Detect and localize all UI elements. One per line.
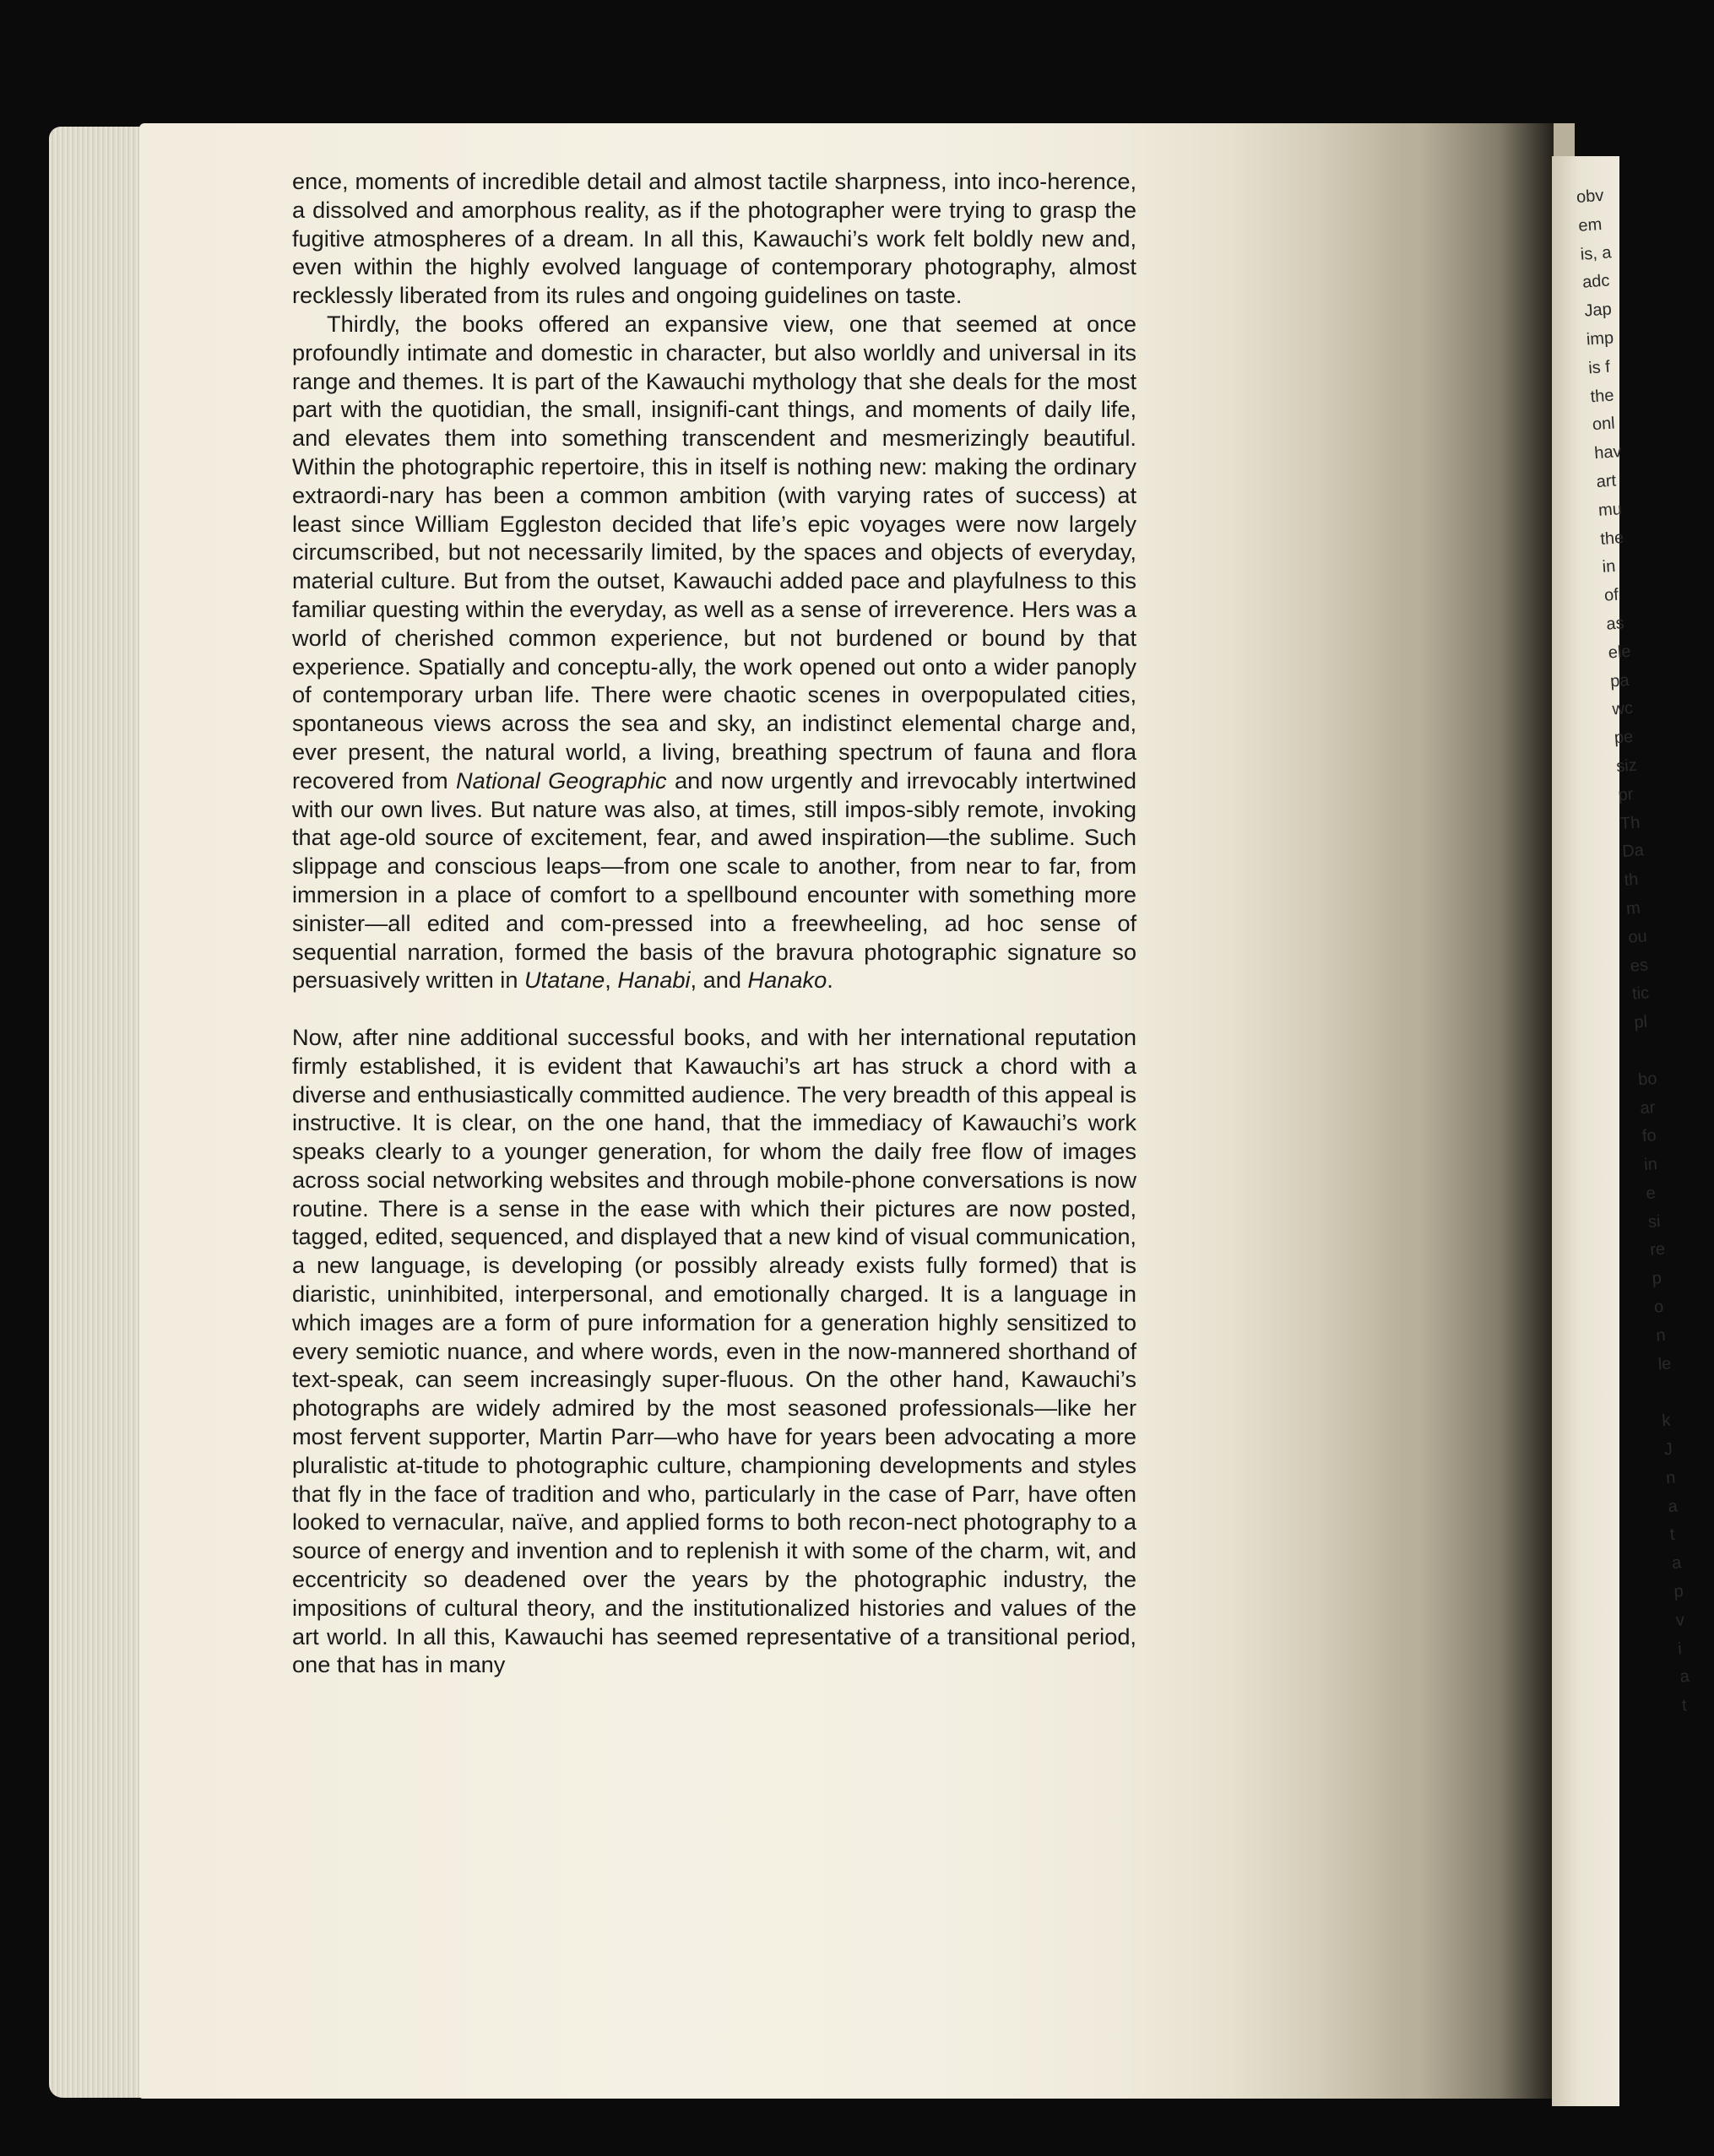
book-gutter-shadow — [1418, 123, 1554, 2099]
facing-page-line: o — [1653, 1297, 1664, 1317]
facing-page-line: siz — [1615, 756, 1638, 777]
facing-page-line: pr — [1617, 784, 1635, 804]
facing-page-line: Th — [1619, 813, 1641, 833]
facing-page-line: in — [1643, 1155, 1658, 1175]
facing-page-line: onl — [1592, 414, 1616, 435]
facing-page-line: le — [1657, 1354, 1673, 1374]
facing-page-line: the — [1589, 386, 1615, 406]
facing-page-line: ar — [1639, 1097, 1657, 1118]
facing-page-line: as — [1605, 614, 1625, 634]
facing-page-line: t — [1681, 1696, 1688, 1715]
facing-page-line: t — [1669, 1525, 1676, 1545]
facing-page-line: p — [1651, 1269, 1662, 1289]
facing-page-line: pa — [1609, 670, 1630, 691]
paragraph-1 — [292, 167, 1136, 310]
facing-page-line: art — [1595, 471, 1617, 492]
facing-page-line: e — [1645, 1184, 1657, 1203]
text-run: ence, moments of incredible detail and almost tactile sharpness, into inco-herence, a dissolved and amorphous reality, as if the photographer were trying to grasp the fugitive atmospheres of a dream. In all this, Kawauchi’s work felt boldly new and, even within the highly evolved language of contemporary photography, almost recklessly liberated from its rules and ongoing guidelines on taste. — [292, 168, 1136, 309]
facing-page-line: a — [1679, 1667, 1690, 1687]
facing-page-line: obv — [1576, 186, 1605, 207]
facing-page-line: ou — [1627, 927, 1648, 947]
facing-page-line: p — [1673, 1582, 1684, 1601]
italic-title: National Geographic — [455, 767, 667, 794]
facing-page-line: fo — [1641, 1126, 1657, 1146]
facing-page-line: J — [1663, 1439, 1673, 1460]
book-page-edges — [49, 127, 150, 2098]
facing-page-line: n — [1655, 1325, 1667, 1346]
facing-page-line: tic — [1631, 983, 1650, 1004]
body-text — [292, 167, 1136, 1679]
facing-page-line: mu — [1597, 499, 1623, 520]
facing-page-line: ele — [1608, 642, 1632, 663]
facing-page-line: a — [1671, 1553, 1683, 1574]
italic-title: Hanabi — [617, 967, 691, 994]
facing-page-line: in — [1601, 557, 1617, 577]
text-run: Now, after nine additional successful books, and with her international reputation firmly established, it is evident that Kawauchi’s art has struck a chord with a diverse and enthusiastically committed audience. The very breadth of this appeal is instructive. It is clear, on the one hand, that the immediacy of Kawauchi’s work speaks clearly to a younger generation, for whom the daily free flow of images across social networking websites and through mobile-phone conversations is now routine. There is a sense in the ease with which their pictures are now posted, tagged, edited, sequenced, and displayed that a new kind of visual communication, a new language, is developing (or possibly already exists fully formed) that is diaristic, uninhibited, interpersonal, and emotionally charged. It is a language in which images are a form of pure information for a generation highly sensitized to every semiotic nuance, and where words, even in the now-mannered shorthand of text-speak, can seem increasingly super-fluous. On the other hand, Kawauchi’s photographs are widely admired by the most seasoned professionals—like her most fervent supporter, Martin Parr—who have for years been advocating a more pluralistic at-titude to photographic culture, championing developments and styles that fly in the face of tradition and who, particularly in the case of Parr, have often looked to vernacular, naïve, and applied forms to both recon-nect photography to a source of energy and invention and to replenish it with some of the charm, wit, and eccentricity so deadened over the years by the photographic industry, the impositions of cultural theory, and the institutionalized histories and values of the art world. In all this, Kawauchi has seemed representative of a transitional period, one that has in many — [292, 1023, 1136, 1678]
text-run: and now urgently and irrevocably intertwined with our own lives. But nature was also, at times, still impos-sibly remote, invoking that age-old source of excitement, fear, and awed inspiration—the sublime. Such slippage and conscious leaps—from one scale to another, from near to far, from immersion in a place of comfort to a spellbound encounter with something more sinister—all edited and com-pressed into a freewheeling, ad hoc sense of sequential narration, formed the basis of the bravura photographic signature so persuasively written in — [292, 767, 1136, 994]
facing-page-line: of — [1603, 585, 1619, 605]
facing-page-line: si — [1647, 1211, 1662, 1232]
facing-page-line: pe — [1614, 728, 1634, 748]
facing-page-line: Da — [1621, 841, 1645, 862]
facing-page-line: bo — [1637, 1069, 1658, 1090]
facing-page-line: Jap — [1583, 300, 1613, 321]
facing-page-line — [1635, 1036, 1663, 1066]
facing-page-line: a — [1667, 1497, 1679, 1516]
facing-page-line: k — [1661, 1411, 1672, 1431]
facing-page-line: hav — [1593, 442, 1623, 463]
italic-title: Utatane — [524, 967, 605, 994]
facing-page-line: the — [1599, 528, 1625, 549]
text-run: , and — [690, 967, 748, 994]
paragraph-3 — [292, 1023, 1136, 1679]
facing-page-line — [1659, 1378, 1687, 1408]
facing-page-line: re — [1649, 1240, 1666, 1260]
facing-page-line: pl — [1633, 1012, 1648, 1032]
facing-page-line: wc — [1611, 699, 1634, 719]
paragraph-2 — [292, 310, 1136, 994]
facing-page-line: adc — [1581, 271, 1611, 293]
facing-page-line: th — [1623, 869, 1640, 891]
facing-page-line: es — [1630, 955, 1649, 976]
facing-page-line: i — [1677, 1639, 1683, 1659]
facing-page-line: is f — [1587, 357, 1611, 378]
facing-page-line: v — [1675, 1611, 1685, 1630]
italic-title: Hanako — [747, 967, 827, 994]
facing-page-line: em — [1577, 214, 1603, 236]
facing-page-line: m — [1625, 898, 1641, 918]
facing-page-line: imp — [1586, 328, 1614, 349]
facing-page-line: is, a — [1580, 242, 1613, 264]
text-run: , — [605, 967, 618, 994]
text-run: Thirdly, the books offered an expansive view, one that seemed at once profoundly intimate and domestic in character, but also worldly and universal in its range and themes. It is part of the Kawauchi mythology that she deals for the most part with the quotidian, the small, insignifi-cant things, and moments of daily life, and elevates them into something transcendent and mesmerizingly beautiful. Within the photographic repertoire, this in itself is nothing new: making the ordinary extraordi-nary has been a common ambition (with varying rates of success) at least since William Eggleston decided that life’s epic voyages were now largely circumscribed, but not necessarily limited, by the spaces and objects of everyday, material culture. But from the outset, Kawauchi added pace and playfulness to this familiar questing within the everyday, as well as a sense of irreverence. Hers was a world of cherished common experience, but not burdened or bound by that experience. Spatially and conceptu-ally, the work opened out onto a wider panoply of contemporary urban life. There were chaotic scenes in overpopulated cities, spontaneous views across the sea and sky, an indistinct elemental charge and, ever present, the natural world, a living, breathing spectrum of fauna and flora recovered from — [292, 310, 1136, 794]
facing-page-line: n — [1665, 1468, 1677, 1488]
text-run: . — [827, 967, 833, 994]
